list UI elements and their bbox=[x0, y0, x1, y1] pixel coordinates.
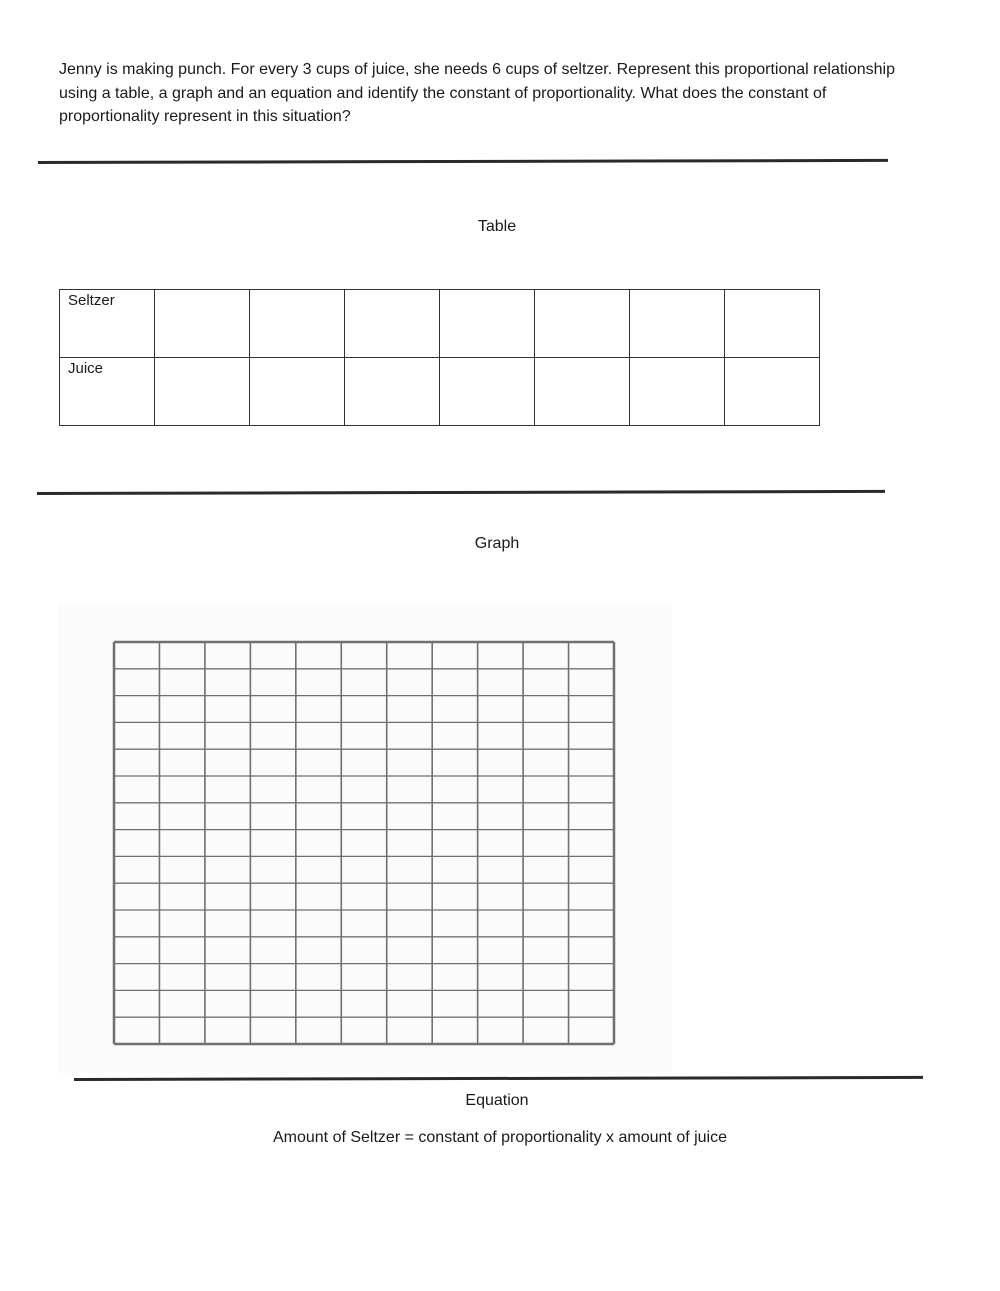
table-heading: Table bbox=[477, 218, 517, 235]
table-cell[interactable] bbox=[155, 358, 250, 426]
table-cell[interactable] bbox=[440, 358, 535, 426]
table-cell[interactable] bbox=[250, 358, 345, 426]
equation-heading: Equation bbox=[465, 1092, 529, 1109]
table-cell[interactable] bbox=[535, 290, 630, 358]
section-divider bbox=[37, 490, 885, 495]
table-row-seltzer bbox=[60, 290, 820, 358]
table-cell[interactable] bbox=[725, 358, 820, 426]
table-cell[interactable] bbox=[630, 290, 725, 358]
section-divider bbox=[38, 159, 888, 164]
table-cell[interactable] bbox=[250, 290, 345, 358]
table-cell[interactable] bbox=[725, 290, 820, 358]
table-cell[interactable] bbox=[630, 358, 725, 426]
equation-text: Amount of Seltzer = constant of proportionality x amount of juice bbox=[272, 1129, 728, 1146]
ratio-table bbox=[59, 289, 820, 426]
section-divider bbox=[74, 1076, 923, 1081]
table-cell[interactable] bbox=[155, 290, 250, 358]
table-row-juice bbox=[60, 358, 820, 426]
table-cell[interactable] bbox=[535, 358, 630, 426]
row-label-juice: Juice bbox=[60, 358, 155, 426]
row-label-seltzer: Seltzer bbox=[60, 290, 155, 358]
table-cell[interactable] bbox=[345, 290, 440, 358]
problem-statement: Jenny is making punch. For every 3 cups of juice, she needs 6 cups of seltzer. Represent this proportional relationship using a table, a graph and an equation and identify the constant of proportionality. What does the constant of proportionality represent in this situation? bbox=[59, 61, 896, 125]
graph-area bbox=[58, 603, 672, 1073]
table-cell[interactable] bbox=[440, 290, 535, 358]
table-cell[interactable] bbox=[345, 358, 440, 426]
blank-grid[interactable] bbox=[58, 603, 672, 1073]
graph-heading: Graph bbox=[474, 535, 520, 552]
